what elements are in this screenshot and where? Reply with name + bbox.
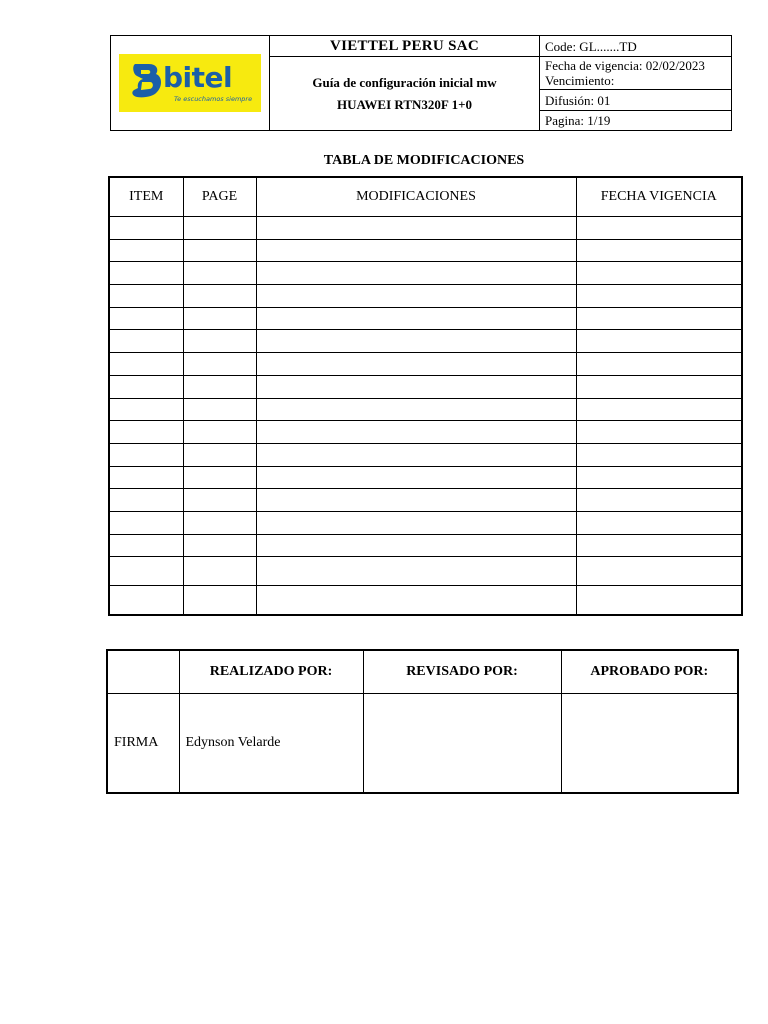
table-cell: [183, 466, 256, 489]
column-header-page: PAGE: [183, 177, 256, 217]
table-row: [109, 262, 742, 285]
signature-corner-cell: [107, 650, 179, 694]
column-header-fecha-vigencia: FECHA VIGENCIA: [576, 177, 742, 217]
table-row: [109, 421, 742, 444]
table-cell: [576, 511, 742, 534]
difusion: Difusión: 01: [540, 90, 732, 111]
table-cell: [256, 353, 576, 376]
table-row: [109, 586, 742, 616]
table-cell: [576, 330, 742, 353]
table-cell: [109, 285, 183, 308]
table-row: [109, 398, 742, 421]
aprobado-por-header: APROBADO POR:: [561, 650, 738, 694]
table-cell: [256, 398, 576, 421]
signature-table: [106, 649, 739, 794]
fecha-vigencia: Fecha de vigencia: 02/02/2023: [545, 58, 705, 73]
table-row: [109, 489, 742, 512]
aprobado-por-signature: [561, 694, 738, 794]
table-row: [109, 511, 742, 534]
modifications-table: [108, 176, 743, 616]
table-cell: [109, 466, 183, 489]
table-cell: [109, 307, 183, 330]
document-title-line2: HUAWEI RTN320F 1+0: [336, 96, 473, 112]
table-cell: [256, 217, 576, 240]
table-cell: [576, 307, 742, 330]
table-cell: [256, 239, 576, 262]
table-cell: [256, 262, 576, 285]
validity-dates: [540, 57, 732, 90]
table-cell: [109, 511, 183, 534]
table-cell: [183, 217, 256, 240]
signature-row: [107, 694, 738, 794]
table-cell: [109, 375, 183, 398]
table-cell: [183, 330, 256, 353]
table-cell: [576, 353, 742, 376]
table-cell: [576, 586, 742, 616]
table-cell: [256, 511, 576, 534]
table-cell: [576, 489, 742, 512]
table-cell: [109, 262, 183, 285]
revisado-por-signature: [363, 694, 561, 794]
company-name: VIETTEL PERU SAC: [270, 36, 540, 57]
table-cell: [183, 375, 256, 398]
table-row: [109, 307, 742, 330]
document-title-line1: Guía de configuración inicial mw: [312, 74, 497, 90]
table-cell: [109, 421, 183, 444]
signature-header-row: [107, 650, 738, 694]
firma-label: FIRMA: [107, 694, 179, 794]
modifications-title: TABLA DE MODIFICACIONES: [323, 153, 525, 168]
table-row: [109, 466, 742, 489]
table-cell: [256, 586, 576, 616]
table-row: [109, 557, 742, 586]
table-row: [109, 217, 742, 240]
table-cell: [256, 307, 576, 330]
table-cell: [256, 443, 576, 466]
table-cell: [109, 353, 183, 376]
document-title: [270, 57, 540, 131]
table-cell: [576, 466, 742, 489]
table-cell: [109, 443, 183, 466]
table-cell: [576, 398, 742, 421]
table-cell: [256, 466, 576, 489]
table-cell: [256, 375, 576, 398]
table-cell: [183, 586, 256, 616]
table-cell: [256, 330, 576, 353]
table-row: [109, 534, 742, 557]
pagina: Pagina: 1/19: [540, 111, 732, 131]
bitel-mark-icon: [129, 62, 165, 100]
table-row: [109, 375, 742, 398]
table-cell: [576, 217, 742, 240]
table-cell: [109, 534, 183, 557]
logo-cell: [111, 36, 270, 131]
vencimiento: Vencimiento:: [545, 73, 615, 88]
table-cell: [109, 217, 183, 240]
table-cell: [256, 557, 576, 586]
table-cell: [183, 262, 256, 285]
table-cell: [256, 285, 576, 308]
table-cell: [576, 443, 742, 466]
logo-tagline: Te escuchamos siempre: [174, 95, 253, 103]
table-row: [109, 353, 742, 376]
table-cell: [183, 511, 256, 534]
table-row: [109, 239, 742, 262]
document-code: Code: GL.......TD: [540, 36, 732, 57]
table-row: [109, 285, 742, 308]
table-cell: [183, 421, 256, 444]
table-cell: [576, 421, 742, 444]
table-cell: [109, 489, 183, 512]
logo-wordmark: bitel: [163, 61, 233, 94]
table-cell: [576, 557, 742, 586]
table-cell: [183, 285, 256, 308]
table-cell: [576, 534, 742, 557]
table-cell: [256, 421, 576, 444]
table-cell: [183, 353, 256, 376]
table-cell: [576, 239, 742, 262]
table-cell: [183, 489, 256, 512]
table-cell: [256, 534, 576, 557]
table-cell: [183, 443, 256, 466]
table-cell: [109, 586, 183, 616]
table-row: [109, 330, 742, 353]
table-cell: [183, 398, 256, 421]
realizado-por-header: REALIZADO POR:: [179, 650, 363, 694]
bitel-logo: [119, 54, 261, 112]
table-row: [109, 443, 742, 466]
table-cell: [183, 534, 256, 557]
table-cell: [183, 239, 256, 262]
table-cell: [109, 239, 183, 262]
column-header-modificaciones: MODIFICACIONES: [256, 177, 576, 217]
modifications-header-row: [109, 177, 742, 217]
table-cell: [256, 489, 576, 512]
table-cell: [576, 375, 742, 398]
table-cell: [109, 398, 183, 421]
table-cell: [183, 557, 256, 586]
realizado-por-name: Edynson Velarde: [179, 694, 363, 794]
table-cell: [109, 557, 183, 586]
column-header-item: ITEM: [109, 177, 183, 217]
table-cell: [109, 330, 183, 353]
revisado-por-header: REVISADO POR:: [363, 650, 561, 694]
table-cell: [576, 285, 742, 308]
table-cell: [576, 262, 742, 285]
document-header: [110, 35, 732, 131]
table-cell: [183, 307, 256, 330]
